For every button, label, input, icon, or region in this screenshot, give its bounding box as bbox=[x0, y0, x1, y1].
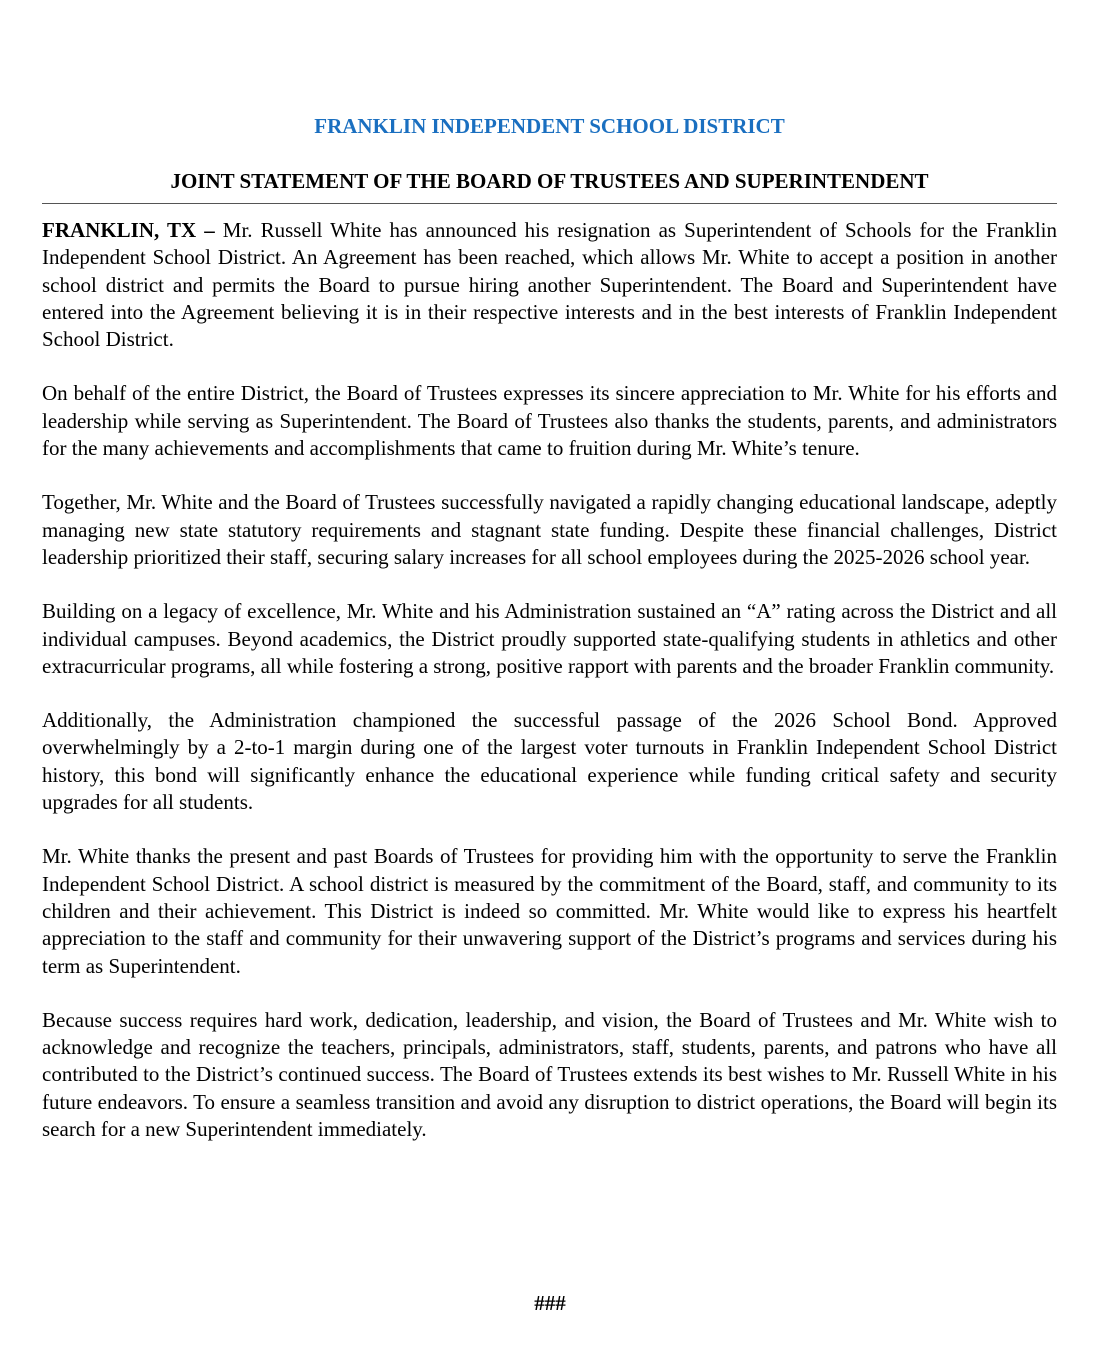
paragraph-1-text: Mr. Russell White has announced his resignation as Superintendent of Schools for the Franklin Independent School District. An Agreement has been reached, which allows Mr. White to accept a position in another school district and permits the Board to pursue hiring another Superintendent. The Board and Superintendent have entered into the Agreement believing it is in their respective interests and in the best interests of Franklin Independent School District. bbox=[42, 218, 1057, 352]
paragraph-2: On behalf of the entire District, the Board of Trustees expresses its sincere appreciation to Mr. White for his efforts and leadership while serving as Superintendent. The Board of Trustees also thanks the students, parents, and administrators for the many achievements and accomplishments that came to fruition during Mr. White’s tenure. bbox=[42, 381, 1057, 461]
dateline: FRANKLIN, TX – bbox=[42, 218, 215, 242]
paragraph-5: Additionally, the Administration championed the successful passage of the 2026 School Bond. Approved overwhelmingly by a 2-to-1 margin during one of the largest voter turnouts in Franklin Independent School District history, this bond will significantly enhance the educational experience while funding critical safety and security upgrades for all students. bbox=[42, 708, 1057, 815]
document-title: JOINT STATEMENT OF THE BOARD OF TRUSTEES AND SUPERINTENDENT bbox=[42, 167, 1057, 204]
paragraph-1 bbox=[42, 217, 1057, 353]
paragraph-3: Together, Mr. White and the Board of Trustees successfully navigated a rapidly changing educational landscape, adeptly managing new state statutory requirements and stagnant state funding. Despite these financial challenges, District leadership prioritized their staff, securing salary increases for all school employees during the 2025-2026 school year. bbox=[42, 490, 1057, 569]
paragraph-4: Building on a legacy of excellence, Mr. White and his Administration sustained an “A” rating across the District and all individual campuses. Beyond academics, the District proudly supported state-qualifying students in athletics and other extracurricular programs, all while fostering a strong, positive rapport with parents and the broader Franklin community. bbox=[42, 599, 1057, 678]
paragraph-6: Mr. White thanks the present and past Boards of Trustees for providing him with the opportunity to serve the Franklin Independent School District. A school district is measured by the commitment of the Board, staff, and community to its children and their achievement. This District is indeed so committed. Mr. White would like to express his heartfelt appreciation to the staff and community for their unwavering support of the District’s programs and services during his term as Superintendent. bbox=[42, 844, 1057, 978]
organization-name: FRANKLIN INDEPENDENT SCHOOL DISTRICT bbox=[314, 114, 785, 138]
statement-body bbox=[42, 217, 1057, 1143]
press-release-document bbox=[42, 112, 1057, 1170]
end-mark: ### bbox=[534, 1291, 566, 1315]
paragraph-7: Because success requires hard work, dedication, leadership, and vision, the Board of Trustees and Mr. White wish to acknowledge and recognize the teachers, principals, administrators, staff, students, parents, and patrons who have all contributed to the District’s continued success. The Board of Trustees extends its best wishes to Mr. Russell White in his future endeavors. To ensure a seamless transition and avoid any disruption to district operations, the Board will begin its search for a new Superintendent immediately. bbox=[42, 1007, 1057, 1142]
